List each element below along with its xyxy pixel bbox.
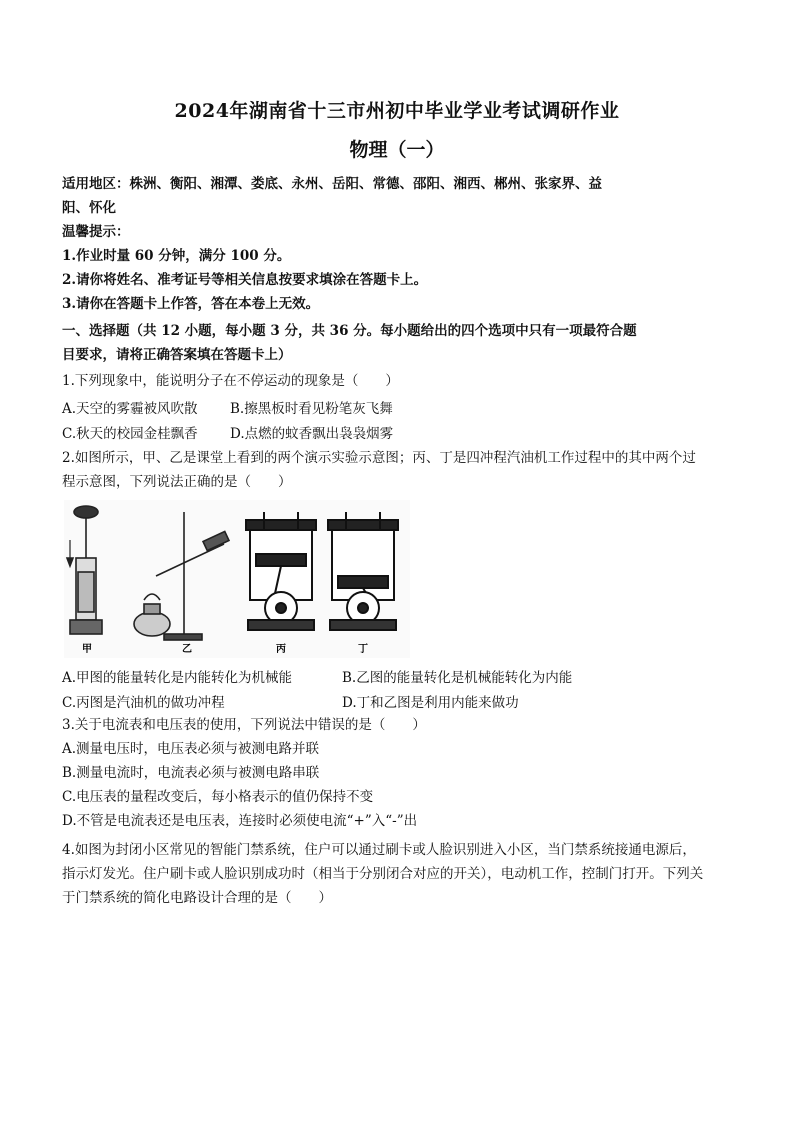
question-4-line-1: 4.如图为封闭小区常见的智能门禁系统，住户可以通过刷卡或人脸识别进入小区，当门禁系统接通电源后，: [62, 842, 696, 858]
option-c: C.电压表的量程改变后，每小格表示的值仍保持不变: [62, 789, 374, 805]
question-2-stem-line-1: 2.如图所示，甲、乙是课堂上看到的两个演示实验示意图；丙、丁是四冲程汽油机工作过程中的其中两个过: [62, 450, 696, 466]
section-1-line-2: 目要求，请将正确答案填在答题卡上）: [62, 347, 292, 363]
option-d: D.点燃的蚊香飘出袅袅烟雾: [230, 426, 394, 442]
figure-label-ding: 丁: [358, 644, 368, 655]
applicable-line-2: 阳、怀化: [62, 200, 116, 216]
question-1-options-row-1: [62, 397, 393, 417]
question-4-line-3: 于门禁系统的简化电路设计合理的是（ ）: [62, 890, 332, 906]
option-c: C.丙图是汽油机的做功冲程: [62, 695, 225, 711]
option-d: D.丁和乙图是利用内能来做功: [342, 695, 519, 711]
exam-title: 2024年湖南省十三市州初中毕业学业考试调研作业: [174, 100, 620, 122]
tips-heading: 温馨提示：: [62, 224, 130, 240]
option-a: A.测量电压时，电压表必须与被测电路并联: [62, 741, 320, 757]
question-2-figure: [64, 500, 410, 658]
option-a: A.甲图的能量转化是内能转化为机械能: [62, 670, 293, 686]
option-c: C.秋天的校园金桂飘香: [62, 426, 198, 442]
tip-item: 2.请你将姓名、准考证号等相关信息按要求填涂在答题卡上。: [62, 272, 428, 288]
question-2: [62, 446, 734, 494]
exam-subtitle: 物理（一）: [349, 139, 445, 161]
section-1-line-1: 一、选择题（共 12 小题，每小题 3 分，共 36 分。每小题给出的四个选项中只有一项最符合题: [62, 323, 637, 339]
figure-label-yi: 乙: [182, 644, 192, 655]
question-2-stem-line-2: 程示意图，下列说法正确的是（ ）: [62, 474, 292, 490]
question-2-options-row-2: [62, 691, 519, 711]
question-4: [62, 838, 734, 910]
section-1-heading: [62, 319, 734, 367]
option-b: B.乙图的能量转化是机械能转化为内能: [342, 670, 573, 686]
question-2-options-row-1: [62, 666, 572, 686]
tip-item: 3.请你在答题卡上作答，答在本卷上无效。: [62, 296, 320, 312]
question-1-options-row-2: [62, 422, 393, 442]
figure-label-bing: 丙: [276, 644, 286, 655]
option-b: B.测量电流时，电流表必须与被测电路串联: [62, 765, 320, 781]
figure-label-jia: 甲: [82, 644, 92, 655]
question-3: [62, 713, 734, 833]
question-1-stem: 1.下列现象中，能说明分子在不停运动的现象是（ ）: [62, 373, 399, 389]
tip-item: 1.作业时量 60 分钟，满分 100 分。: [62, 248, 291, 264]
option-b: B.擦黑板时看见粉笔灰飞舞: [230, 401, 393, 417]
question-1: [62, 369, 734, 393]
tips-section: [62, 220, 734, 316]
option-a: A.天空的雾霾被风吹散: [62, 401, 198, 417]
applicable-regions: [62, 172, 734, 220]
question-4-line-2: 指示灯发光。住户刷卡或人脸识别成功时（相当于分别闭合对应的开关），电动机工作，控制门打开。下列关: [62, 866, 704, 882]
option-d: D.不管是电流表还是电压表，连接时必须使电流“+”入“-”出: [62, 813, 418, 829]
question-3-stem: 3.关于电流表和电压表的使用，下列说法中错误的是（ ）: [62, 717, 426, 733]
applicable-line-1: 适用地区：株洲、衡阳、湘潭、娄底、永州、岳阳、常德、邵阳、湘西、郴州、张家界、益: [62, 176, 602, 192]
